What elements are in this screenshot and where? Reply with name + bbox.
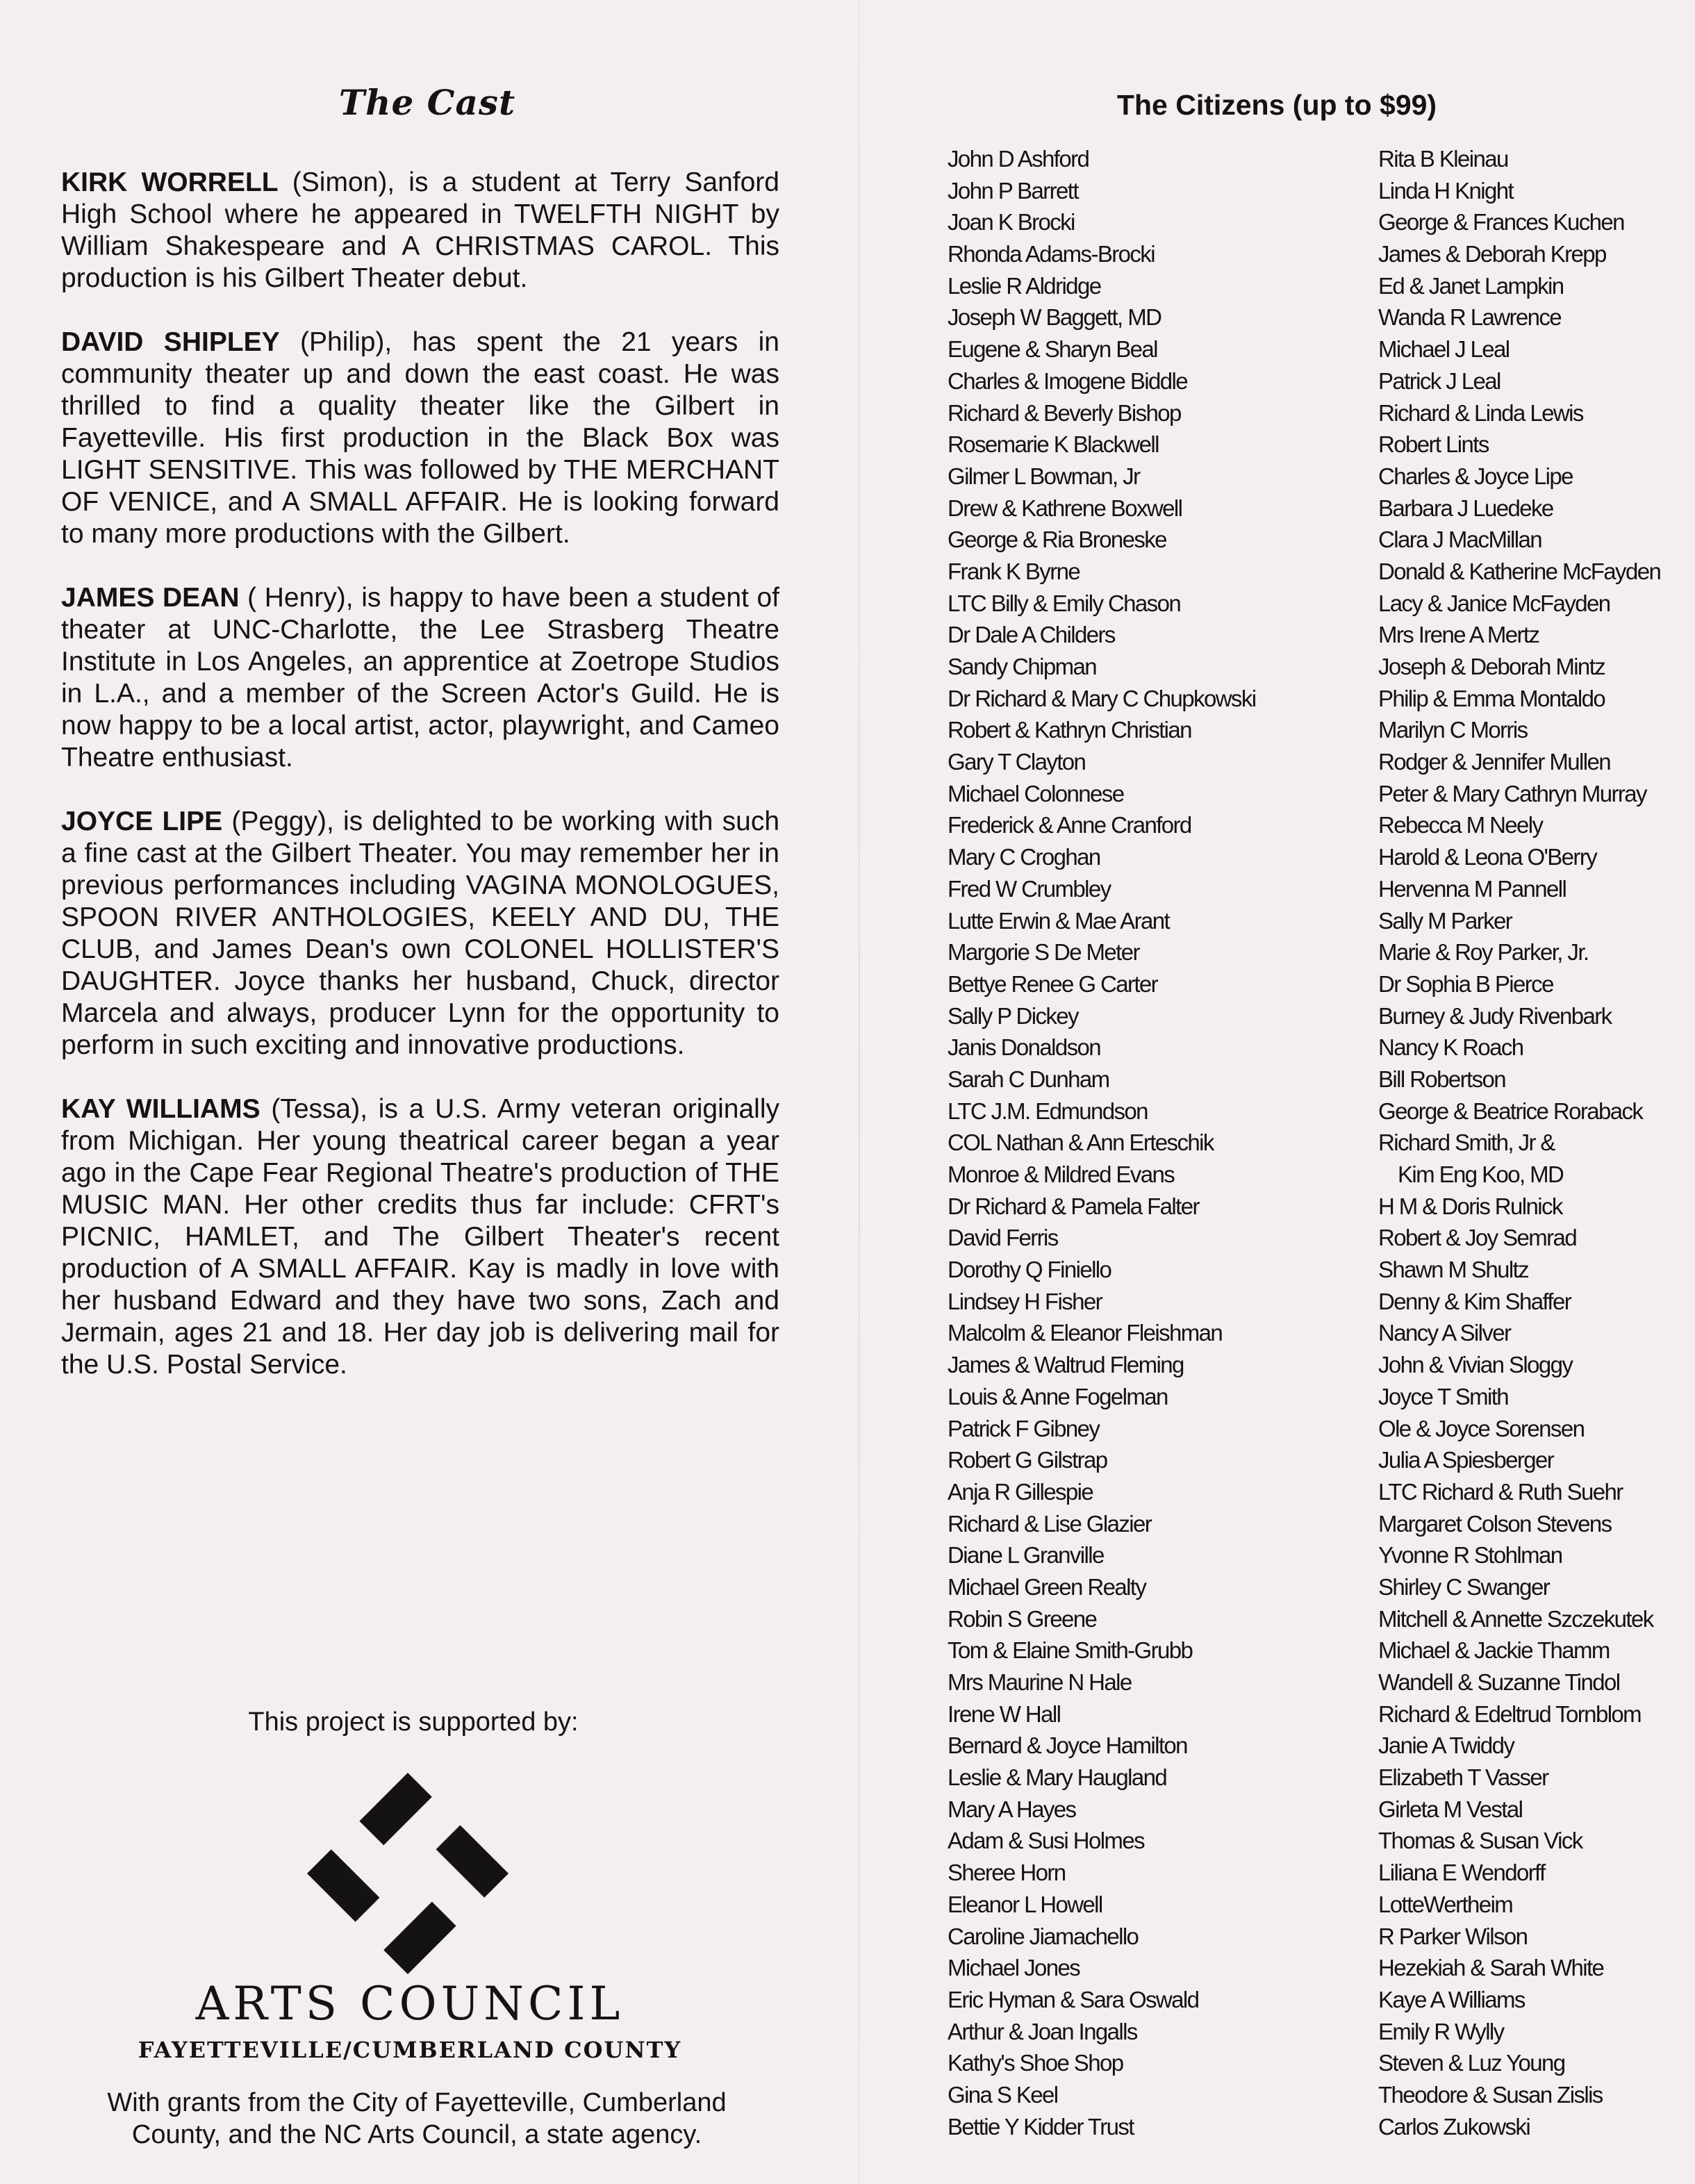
citizen-name: Philip & Emma Montaldo [1378,685,1605,711]
bio-david-shipley [61,326,779,550]
citizen-name: Kim Eng Koo, MD [1398,1161,1564,1187]
citizen-name: Margorie S De Meter [948,939,1139,966]
citizen-name: Nancy A Silver [1378,1320,1511,1346]
citizen-name: Robin S Greene [948,1605,1097,1632]
citizen-name: Irene W Hall [948,1701,1061,1727]
citizen-name: Eric Hyman & Sara Oswald [948,1986,1199,2012]
citizen-name: Drew & Kathrene Boxwell [948,495,1182,521]
citizen-name: Burney & Judy Rivenbark [1378,1002,1612,1029]
citizen-name: Charles & Joyce Lipe [1378,463,1573,489]
bio-text: (Simon), is a student at Terry Sanford High School where he appeared in TWELFTH NIGHT by William Shakespeare and A CHRISTMAS CAROL. This production is his Gilbert Theater debut. [61,167,779,293]
citizen-name: Patrick F Gibney [948,1415,1100,1441]
citizen-name: Linda H Knight [1378,177,1514,204]
citizen-name: Caroline Jiamachello [948,1923,1139,1949]
citizen-name: Ole & Joyce Sorensen [1378,1415,1585,1441]
citizen-name: Dr Richard & Mary C Chupkowski [948,685,1256,711]
arts-council-subtitle: FAYETTEVILLE/CUMBERLAND COUNTY [138,2037,682,2063]
citizen-name: Lindsey H Fisher [948,1288,1102,1314]
arts-council-name: ARTS COUNCIL [195,1977,625,2030]
bio-name: JOYCE LIPE [61,806,223,836]
citizen-name: John & Vivian Sloggy [1378,1352,1573,1378]
bio-text: (Philip), has spent the 21 years in community theater up and down the east coast. He was thrilled to find a quality theater like the Gilbert in Fayetteville. His first production in the Black Box was LIGHT SENSITIVE. This was followed by THE MERCHANT OF VENICE, and A SMALL AFFAIR. He is looking forward to many more productions with the Gilbert. [61,327,779,549]
bio-text: ( Henry), is happy to have been a student of theater at UNC-Charlotte, the Lee Strasberg Theatre Institute in Los Angeles, an apprentice at Zoetrope Studios in L.A., and a member of the Screen Actor's Guild. He is now happy to be a local artist, actor, playwright, and Cameo Theatre enthusiast. [61,583,779,772]
bio-text: (Peggy), is delighted to be working with such a fine cast at the Gilbert Theater. You may remember her in previous performances including VAGINA MONOLOGUES, SPOON RIVER ANTHOLOGIES, KEELY AND DU, THE CLUB, and James Dean's own COLONEL HOLLISTER'S DAUGHTER. Joyce thanks her husband, Chuck, director Marcela and always, producer Lynn for the opportunity to perform in such exciting and innovative productions. [61,806,780,1060]
citizen-name: Mrs Irene A Mertz [1378,622,1539,648]
citizen-name: Shawn M Shultz [1378,1257,1529,1283]
citizen-name: Harold & Leona O'Berry [1378,844,1597,870]
citizen-name: George & Frances Kuchen [1378,209,1624,235]
citizen-name: Marie & Roy Parker, Jr. [1378,939,1589,966]
citizen-name: Sally P Dickey [948,1002,1078,1029]
citizen-name: Thomas & Susan Vick [1378,1828,1582,1854]
citizen-name: Arthur & Joan Ingalls [948,2018,1137,2044]
citizen-name: Rodger & Jennifer Mullen [1378,749,1610,775]
citizen-name: Steven & Luz Young [1378,2050,1565,2076]
citizen-name: Michael Green Realty [948,1573,1146,1600]
citizen-name: Richard Smith, Jr & [1378,1130,1555,1156]
citizen-name: Leslie & Mary Haugland [948,1764,1167,1791]
citizen-name: Eleanor L Howell [948,1891,1102,1917]
citizens-list-right [1378,143,1660,2142]
citizens-list-left [948,143,1255,2142]
citizen-name: Peter & Mary Cathryn Murray [1378,780,1646,806]
arts-council-pinwheel-icon [307,1773,508,1974]
citizen-name: Bill Robertson [1378,1066,1506,1092]
cast-bios [61,167,779,1413]
citizen-name: Shirley C Swanger [1378,1573,1550,1600]
citizen-name: Janis Donaldson [948,1034,1100,1061]
citizen-name: Wanda R Lawrence [1378,304,1561,331]
citizen-name: LTC Billy & Emily Chason [948,590,1181,616]
citizen-name: Bernard & Joyce Hamilton [948,1732,1187,1759]
citizen-name: Mitchell & Annette Szczekutek [1378,1605,1653,1632]
citizen-name: Gary T Clayton [948,749,1086,775]
citizen-name: Richard & Linda Lewis [1378,399,1583,426]
citizen-name: Joseph W Baggett, MD [948,304,1161,331]
citizen-name: Dr Dale A Childers [948,622,1115,648]
citizen-name: Charles & Imogene Biddle [948,367,1187,394]
bio-name: JAMES DEAN [61,583,240,613]
citizen-name: Sheree Horn [948,1860,1066,1886]
citizen-name: Diane L Granville [948,1542,1104,1569]
citizen-name: Michael Colonnese [948,780,1124,806]
citizen-name: Elizabeth T Vasser [1378,1764,1548,1791]
grants-statement: With grants from the City of Fayetteville, Cumberland County, and the NC Arts Council, a state agency. [107,2088,727,2149]
citizen-name: R Parker Wilson [1378,1923,1528,1949]
bio-name: DAVID SHIPLEY [61,327,280,357]
citizen-name: Rita B Kleinau [1378,146,1508,172]
citizen-name: Robert & Kathryn Christian [948,717,1191,743]
citizen-name: LTC J.M. Edmundson [948,1098,1148,1124]
citizen-name: George & Beatrice Roraback [1378,1098,1643,1124]
citizen-name: Anja R Gillespie [948,1478,1093,1505]
citizen-name: Michael & Jackie Thamm [1378,1637,1610,1664]
bio-joyce-lipe [61,806,779,1061]
citizen-name: Adam & Susi Holmes [948,1828,1144,1854]
citizen-name: LTC Richard & Ruth Suehr [1378,1478,1623,1505]
citizen-name: Frank K Byrne [948,558,1080,584]
citizen-name: Tom & Elaine Smith-Grubb [948,1637,1193,1664]
bio-name: KIRK WORRELL [61,167,279,197]
citizen-name: H M & Doris Rulnick [1378,1193,1562,1219]
citizen-name: Marilyn C Morris [1378,717,1528,743]
citizen-name: Fred W Crumbley [948,875,1111,902]
citizen-name: Gilmer L Bowman, Jr [948,463,1140,489]
citizen-name: Nancy K Roach [1378,1034,1523,1061]
citizen-name: Leslie R Aldridge [948,272,1101,299]
bio-name: KAY WILLIAMS [61,1094,261,1124]
citizen-name: John P Barrett [948,177,1078,204]
citizen-name: Patrick J Leal [1378,367,1500,394]
citizen-name: Hezekiah & Sarah White [1378,1955,1604,1981]
citizen-name: Eugene & Sharyn Beal [948,336,1157,363]
citizen-name: Rosemarie K Blackwell [948,431,1159,458]
page-fold [859,0,860,2184]
citizen-name: Ed & Janet Lampkin [1378,272,1564,299]
citizen-name: Bettie Y Kidder Trust [948,2113,1134,2140]
citizen-name: Lutte Erwin & Mae Arant [948,907,1170,934]
citizen-name: Michael Jones [948,1955,1080,1981]
citizen-name: Richard & Lise Glazier [948,1510,1152,1537]
citizen-name: David Ferris [948,1225,1058,1251]
citizen-name: COL Nathan & Ann Erteschik [948,1130,1214,1156]
citizens-heading: The Citizens (up to $99) [1116,89,1437,121]
citizen-name: Kaye A Williams [1378,1986,1525,2012]
citizen-name: Rebecca M Neely [1378,812,1543,838]
citizen-name: Mrs Maurine N Hale [948,1669,1132,1695]
citizen-name: George & Ria Broneske [948,527,1166,553]
cast-heading: The Cast [338,82,516,123]
citizen-name: Sally M Parker [1378,907,1512,934]
citizen-name: Dorothy Q Finiello [948,1257,1111,1283]
citizen-name: Emily R Wylly [1378,2018,1504,2044]
citizen-name: Donald & Katherine McFayden [1378,558,1661,584]
citizen-name: Clara J MacMillan [1378,527,1542,553]
citizen-name: Joseph & Deborah Mintz [1378,654,1605,679]
citizen-name: Theodore & Susan Zislis [1378,2081,1603,2108]
citizen-name: Hervenna M Pannell [1378,875,1566,902]
citizen-name: Robert G Gilstrap [948,1447,1107,1473]
citizen-name: LotteWertheim [1378,1891,1513,1917]
support-line: This project is supported by: [248,1707,579,1737]
citizen-name: Richard & Edeltrud Tornblom [1378,1701,1642,1727]
citizen-name: Dr Richard & Pamela Falter [948,1193,1199,1219]
citizen-name: John D Ashford [948,146,1089,172]
citizen-name: Robert Lints [1378,431,1489,458]
citizen-name: Monroe & Mildred Evans [948,1161,1175,1187]
citizen-name: Gina S Keel [948,2081,1058,2108]
bio-text: (Tessa), is a U.S. Army veteran originally from Michigan. Her young theatrical career began a year ago in the Cape Fear Regional Theatre's production of THE MUSIC MAN. Her other credits thus far include: CFRT's PICNIC, HAMLET, and The Gilbert Theater's recent production of A SMALL AFFAIR. Kay is madly in love with her husband Edward and they have two sons, Zach and Jermain, ages 21 and 18. Her day job is delivering mail for the U.S. Postal Service. [61,1094,779,1380]
citizen-name: Janie A Twiddy [1378,1732,1514,1759]
citizen-name: James & Deborah Krepp [1378,241,1606,267]
citizen-name: James & Waltrud Fleming [948,1352,1184,1378]
citizen-name: Lacy & Janice McFayden [1378,590,1610,616]
bio-kirk-worrell [61,167,779,295]
citizen-name: Kathy's Shoe Shop [948,2050,1123,2076]
citizen-name: Dr Sophia B Pierce [1378,970,1553,997]
citizen-name: Sandy Chipman [948,654,1097,679]
citizen-name: Joan K Brocki [948,209,1075,235]
citizen-name: Girleta M Vestal [1378,1796,1523,1822]
citizen-name: Rhonda Adams-Brocki [948,241,1155,267]
citizen-name: Louis & Anne Fogelman [948,1383,1168,1409]
citizen-name: Yvonne R Stohlman [1378,1542,1562,1569]
citizen-name: Mary C Croghan [948,844,1100,870]
citizen-name: Barbara J Luedeke [1378,495,1553,521]
bio-james-dean [61,582,779,774]
citizen-name: Frederick & Anne Cranford [948,812,1191,838]
citizen-name: Richard & Beverly Bishop [948,399,1181,426]
citizen-name: Liliana E Wendorff [1378,1860,1545,1886]
bio-kay-williams [61,1093,779,1381]
citizen-name: Joyce T Smith [1378,1383,1509,1409]
citizen-name: Mary A Hayes [948,1796,1076,1822]
citizen-name: Wandell & Suzanne Tindol [1378,1669,1620,1695]
citizen-name: Carlos Zukowski [1378,2113,1530,2140]
citizen-name: Denny & Kim Shaffer [1378,1288,1571,1314]
citizen-name: Robert & Joy Semrad [1378,1225,1577,1251]
citizen-name: Michael J Leal [1378,336,1510,363]
citizen-name: Margaret Colson Stevens [1378,1510,1612,1537]
citizen-name: Bettye Renee G Carter [948,970,1158,997]
citizen-name: Julia A Spiesberger [1378,1447,1554,1473]
citizen-name: Malcolm & Eleanor Fleishman [948,1320,1223,1346]
citizen-name: Sarah C Dunham [948,1066,1109,1092]
